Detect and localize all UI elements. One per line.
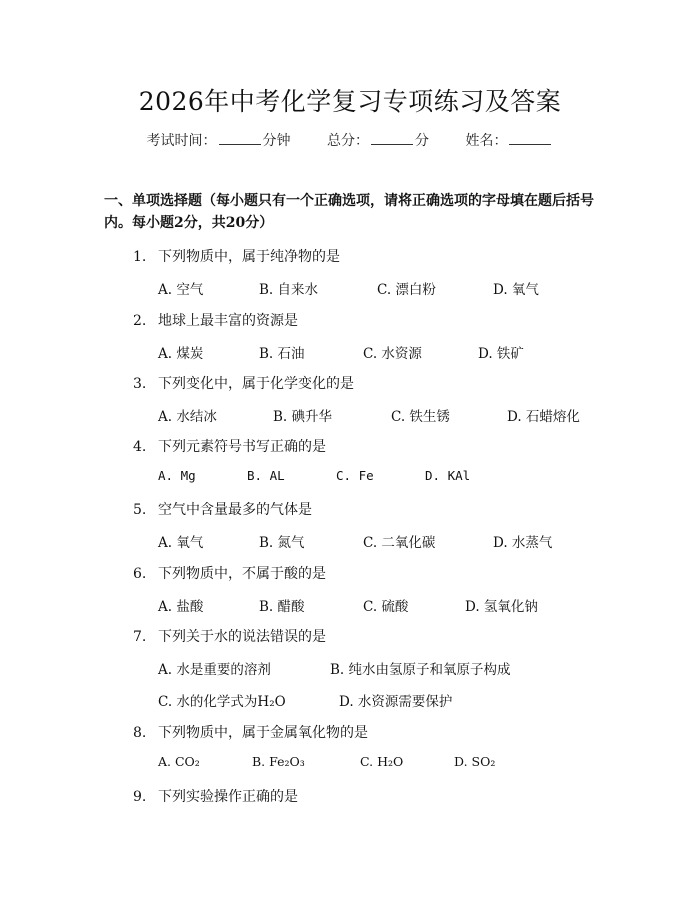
- option-b[interactable]: B. AL: [247, 468, 285, 483]
- option-a[interactable]: A. CO₂: [158, 754, 200, 769]
- question-number: 9.: [133, 789, 147, 805]
- exam-time-unit: 分钟: [262, 133, 291, 149]
- question-stem: 下列元素符号书写正确的是: [158, 439, 326, 455]
- option-a[interactable]: A. Mg: [158, 468, 196, 483]
- total-score-label: 总分：: [327, 133, 369, 149]
- option-d[interactable]: D. 水资源需要保护: [339, 694, 453, 710]
- name-blank[interactable]: [509, 133, 551, 145]
- question-6: [133, 563, 326, 583]
- name-label: 姓名：: [465, 133, 508, 149]
- question-8: [133, 722, 368, 742]
- total-score-unit: 分: [415, 133, 429, 149]
- question-number: 3.: [133, 376, 147, 392]
- question-number: 1.: [133, 249, 147, 265]
- section-heading: 一、单项选择题（每小题只有一个正确选项，请将正确选项的字母填在题后括号内。每小题2分，共20分）: [104, 193, 594, 231]
- exam-time-field: [147, 130, 291, 150]
- option-c[interactable]: C. H₂O: [360, 754, 404, 769]
- question-stem: 下列变化中，属于化学变化的是: [158, 376, 354, 392]
- question-number: 7.: [133, 629, 147, 645]
- question-number: 5.: [133, 502, 147, 518]
- question-2: [133, 310, 298, 330]
- question-stem: 下列实验操作正确的是: [158, 789, 298, 805]
- exam-time-blank[interactable]: [219, 133, 261, 145]
- name-field: [465, 130, 553, 150]
- option-c[interactable]: C. Fe: [336, 468, 374, 483]
- question-number: 8.: [133, 725, 147, 741]
- option-d[interactable]: D. 铁矿: [478, 346, 524, 362]
- option-b[interactable]: B. 自来水: [259, 282, 319, 298]
- option-a[interactable]: A. 氧气: [158, 535, 204, 551]
- question-4: [133, 436, 326, 456]
- question-7: [133, 626, 326, 646]
- question-number: 6.: [133, 566, 147, 582]
- option-b[interactable]: B. 醋酸: [259, 599, 305, 615]
- exam-info-line: [0, 130, 700, 150]
- option-d[interactable]: D. KAl: [425, 468, 471, 483]
- question-number: 2.: [133, 313, 147, 329]
- question-stem: 下列物质中，属于金属氧化物的是: [158, 725, 368, 741]
- option-a[interactable]: A. 盐酸: [158, 599, 204, 615]
- question-9: [133, 786, 298, 806]
- option-c[interactable]: C. 水资源: [363, 346, 422, 362]
- option-b[interactable]: B. 氮气: [259, 535, 305, 551]
- option-a[interactable]: A. 煤炭: [158, 346, 204, 362]
- question-3: [133, 373, 354, 393]
- total-score-blank[interactable]: [371, 133, 413, 145]
- option-b[interactable]: B. 石油: [259, 346, 305, 362]
- option-c[interactable]: C. 水的化学式为H₂O: [158, 694, 286, 710]
- option-c[interactable]: C. 硫酸: [363, 599, 409, 615]
- question-stem: 下列关于水的说法错误的是: [158, 629, 326, 645]
- question-5: [133, 499, 312, 519]
- option-c[interactable]: C. 铁生锈: [391, 409, 450, 425]
- option-b[interactable]: B. 碘升华: [273, 409, 333, 425]
- option-c[interactable]: C. 二氧化碳: [363, 535, 436, 551]
- option-b[interactable]: B. 纯水由氢原子和氧原子构成: [330, 662, 511, 678]
- exam-time-label: 考试时间：: [146, 133, 217, 149]
- option-a[interactable]: A. 水结冰: [158, 409, 217, 425]
- option-d[interactable]: D. 氢氧化钠: [465, 599, 538, 615]
- question-stem: 下列物质中，不属于酸的是: [158, 566, 326, 582]
- option-d[interactable]: D. 石蜡熔化: [507, 409, 580, 425]
- page-title: 2026年中考化学复习专项练习及答案: [138, 87, 562, 116]
- option-d[interactable]: D. 水蒸气: [493, 535, 553, 551]
- question-stem: 空气中含量最多的气体是: [158, 502, 312, 518]
- question-stem: 下列物质中，属于纯净物的是: [158, 249, 340, 265]
- option-d[interactable]: D. 氧气: [493, 282, 539, 298]
- total-score-field: [327, 130, 429, 150]
- question-number: 4.: [133, 439, 147, 455]
- option-b[interactable]: B. Fe₂O₃: [252, 754, 305, 769]
- question-stem: 地球上最丰富的资源是: [158, 313, 298, 329]
- option-c[interactable]: C. 漂白粉: [377, 282, 436, 298]
- question-1: [133, 246, 340, 266]
- option-d[interactable]: D. SO₂: [454, 754, 496, 769]
- option-a[interactable]: A. 空气: [158, 282, 204, 298]
- option-a[interactable]: A. 水是重要的溶剂: [158, 662, 271, 678]
